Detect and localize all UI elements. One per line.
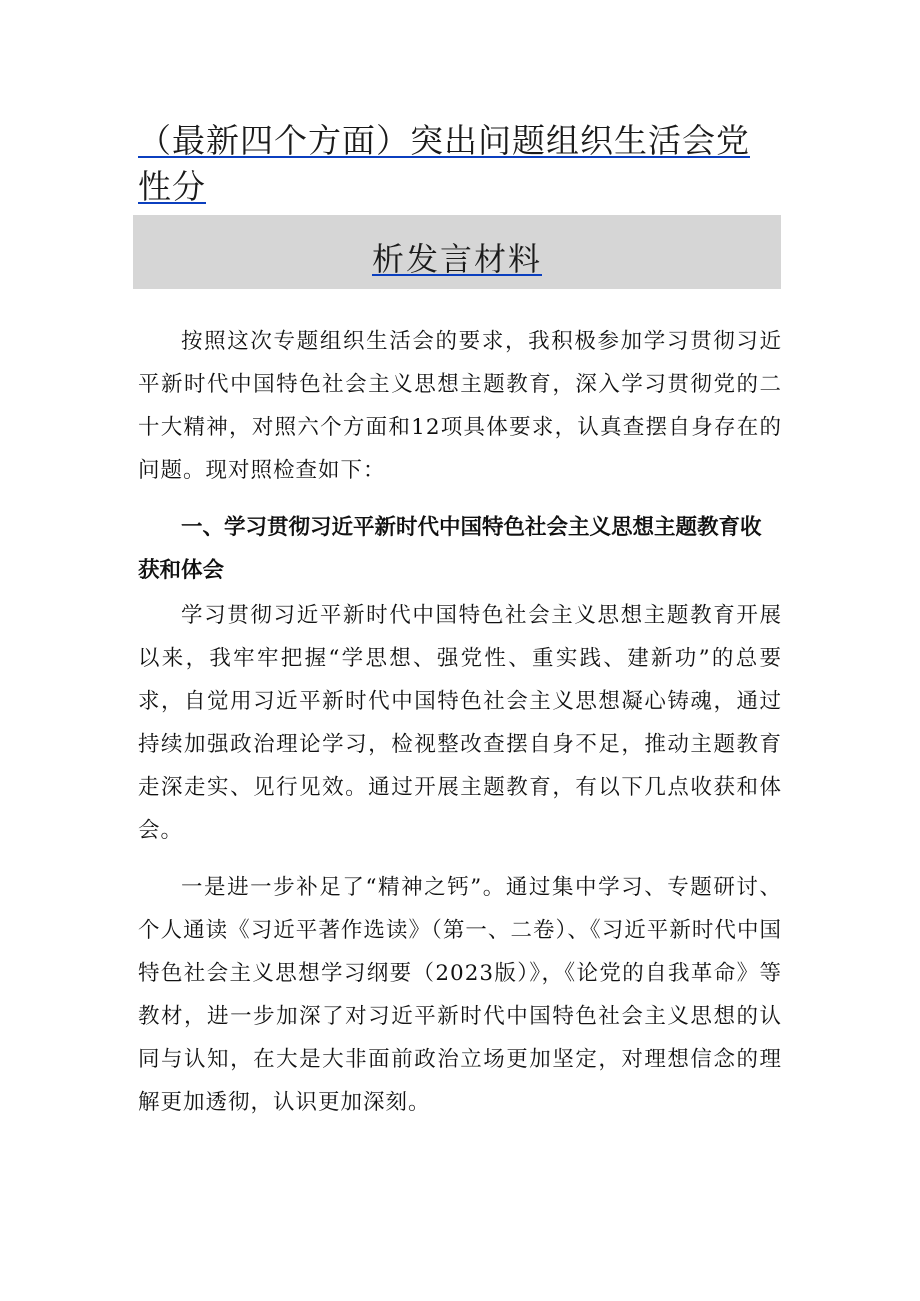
paragraph-body-1: 学习贯彻习近平新时代中国特色社会主义思想主题教育开展以来，我牢牢把握“学思想、强党性、重实践、建新功”的总要求，自觉用习近平新时代中国特色社会主义思想凝心铸魂，通过持续加强政治理论学习，检视整改查摆自身不足，推动主题教育走深走实、见行见效。通过开展主题教育，有以下几点收获和体会。 xyxy=(138,603,782,843)
document-title-line2: 析发言材料 xyxy=(371,240,542,278)
paragraph-intro: 按照这次专题组织生活会的要求，我积极参加学习贯彻习近平新时代中国特色社会主义思想主题教育，深入学习贯彻党的二十大精神，对照六个方面和12项具体要求，认真查摆自身存在的问题。现对照检查如下： xyxy=(138,329,782,483)
document-title-continued xyxy=(133,236,781,282)
section-heading-1: 一、学习贯彻习近平新时代中国特色社会主义思想主题教育收获和体会 xyxy=(138,515,762,583)
paragraph-body-2: 一是进一步补足了“精神之钙”。通过集中学习、专题研讨、个人通读《习近平著作选读》（第一、二卷）、《习近平新时代中国特色社会主义思想学习纲要（2023版）》，《论党的自我革命》等教材，进一步加深了对习近平新时代中国特色社会主义思想的认同与认知，在大是大非面前政治立场更加坚定，对理想信念的理解更加透彻，认识更加深刻。 xyxy=(138,875,782,1115)
document-title xyxy=(138,118,778,210)
document-title-line1: （最新四个方面）突出问题组织生活会党性分 xyxy=(138,121,750,206)
